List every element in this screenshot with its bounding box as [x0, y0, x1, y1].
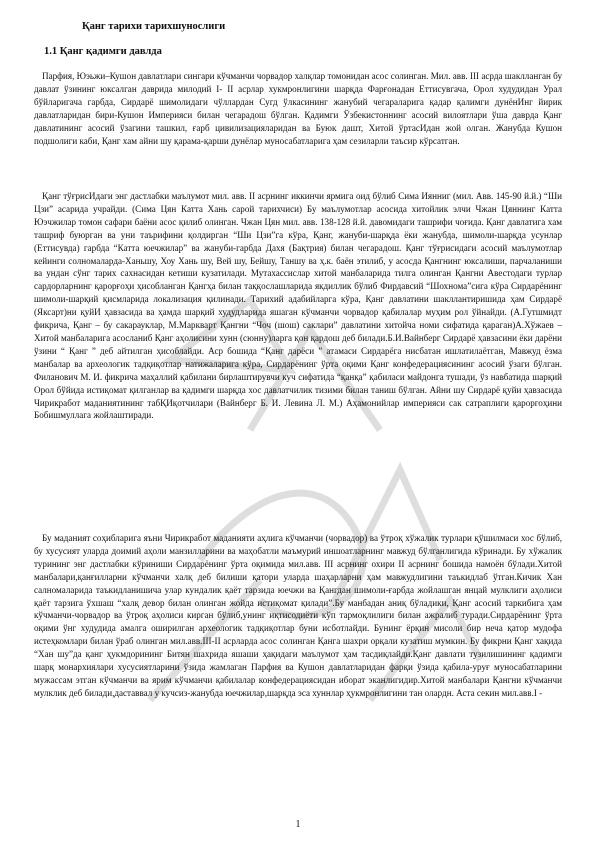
paragraph-2: Қанг тўғрисИдаги энг дастлабки маълумот мил. авв. II асрнинг иккинчи ярмига оид бўлиб Сима Иянниг (мил. Авв. 145-90 й.й.) “Ши Цзи” асарида учрайди. (Сима Цян Катта Хань сарой тарихчиси) Бу маълумотлар асосида хитойлик элчи Чжан Цяннинг Катта Юэчжилар томон сафари баёни асос қилиб олинган. Чжан Цян мил. авв. 138-128 й.й. давомидаги ташрифи чоғида. Қанг давлатига хам ташриф буюрган ва уни таърифини қолдирган “Ши Цзи”га кўра, Қанг, жануби-шарқда ёки жанубда, шимоли-шарқда усунлар (Еттисувда) гарбда “Катта юечжилар” ва жануби-гарбда Дахя (Бақтрия) билан чегарадош. Қанг тўғрисидаги асосий маълумотлар кейинги солномаларда-Ханьшу, Хоу Хань шу, Вей шу, Бейшу, Таншу ва ҳ.к. баён этилиб, у асосда Қангнинг юксалиши, парчаланиши ва ундан сўнг тарих сахнасидан кетиши кузатилади. Мутахассислар хитой манбаларида тилга олинган Қангни Авестодаги турлар сардорларнинг қарорғоҳи ҳисобланган Қангҳа билан таққослашларида якдиллик бўлиб Фирдавсий “Шохнома”сига кўра Сирдарёнинг шимоли-шарқий қисмларида локализация қилинади. Тарихий адабийларга кўра, Қанг давлатини шакллантиришида ҳам Сирдарё (Яксарт)ни қуйИ ҳавзасида ва ҳамда шарқий худудларида яшаган кўчманчи чорвадор қабилалар муҳим рол ўйнайди. (А.Гутшмидт фикрича, Қанг – бу сакарауклар, М.Маркварт Қангни “Чоч (шош) саклари” давлатини хитойча номи сифатида қараган)А.Хўжаев – Хитой манбаларига асосланиб Қанг аҳолисини хунн (сюнну)ларга қон қардош деб билади.Б.И.Вайнберг Сирдарё ҳавзасини ёки дарёни ўзини “ Қанг ” деб айтилган ҳисоблайди. Аср бошида “Қанг дарёси ” атамаси Сирдарёга нисбатан ишлатилаётган, Мавжуд ёзма манбалар ва археологик тадқиқотлар натижаларига кўра, Сирдарёнинг ўрта оқими Қанг конфедерациясининг асосий ўзаги бўлган. Филанович М. И. фикрича маҳаллий қабилани бирлаштирувчи куч сифатида “қанқа” қабиласи майдонга тушади, ўз навбатида шарқий Орол бўйида истиқомат қилганлар ва қадимги шарқда хос давлатчилик тизими билан таниш бўлган. Айни шу Сирдарё қуйи ҳавзасида Чирикработ маданиятининг табҚИқотчилари (Вайнберг Б. И. Левина Л. М.) Аҳамонийлар империяси сак сатраплиги қароргоҳини Бобишмуллага жойлаштиради.: [34, 191, 562, 421]
paragraph-1: Парфия, Юэьжи–Кушон давлатлари сингари кўчманчи чорвадор халқлар томонидан асос солинган. Мил. авв. III асрда шаклланган бу давлат ўзининг юксалган даврида милодий I- II асрлар хукмронлигини шарқда Фарғонадан Еттисувгача, Орол худудидан Урал бўйларигача гарбда, Сирдарё шимолидаги чўллардан Сугд ўлкасининг жанубий чегараларига қадар қалимги дунёнИнг йирик давлатларидан бири-Кушон Империяси билан чегарадош бўлган. Қадимги Ўзбекистоннинг асосий вилоятлари ўша даврда Қанг давлатининг асосий ўзагини ташкил, ғарб цивилизацияларидан ва Буюк дашт, Хитой ўртасИдан жой олган. Жанубда Кушон подшолиги каби, Қанг хам айни шу қарама-қарши дунёлар муносабатларига ҳам сезиларли таъсир кўрсатган.: [34, 71, 562, 146]
section-heading: 1.1 Қанг қадимги давлда: [44, 46, 162, 57]
paragraph-3: Бу маданият соҳибларига яъни Чирикработ маданияти аҳлига кўчманчи (чорвадор) ва ўтроқ хўжалик турлари қўшилмаси хос бўлиб, бу хусусият уларда доимий аҳоли манзилларини ва маҳобатли маъмурий иншоатларнинг мавжуд бўлганлигида кўринади. Бу хўжалик турининг энг дастлабки кўриниши Сирдарёнинг ўрта оқимида мил.авв. III асрнинг охири II асрнинг бошида намоён бўлади.Хитой манбалари,қанғилларни кўчманчи халқ деб билиши қатори уларда шаҳарларни ҳам мавжудлигини таъкидлаб ўтган.Кичик Хан салномаларида таъкидланишича улар кундалик қаёт тарзида юечжи ва Қангдан шимоли-ғарбда жойлашган янцай мулклиги аҳолиси қаёт тарзига ўхшаш “халқ девор билан олинган жойда истиқомат қилади”.Бу манбадан аниқ бўладики, Қанг асосий таркибига ҳам кўчманчи-чорвадор ва ўтроқ аҳолиси кирган бўлиб,унинг иқтисодиёти кўп тармоқлилиги билан ажралиб туради.Сирдарёнинг ўрта оқими ўнг худудида амалга оширилган археологик тадқиқотлар буни исботлайди. Бунинг ёрқин мисоли бир неча қатор мудофа истеҳкомлари билан ўраб олинган мил.авв.III-II асрларда асос солинган Қанга шахри орқали кузатиш мумкин. Бу фикрни Қанг хақида “Хан шу”да қанг ҳукмдорининг Битян шахрида яшаши ҳақидаги маълумот ҳам тасдиқлайди.Қанг давлати тузилишининг қадимги шарқ монархиялари хусусиятларини ўзида жамлаган Парфия ва Кушон давлатларидан фарқи ўзида қабила-уруғ муносабатларини мужассам этган кўчманчи ва ярим кўчманчи қабилалар конфедерациясидан иборат эканлигидир.Хитой манбалари Қангни кўчманчи мулклик деб билади,даставвал у кучсиз-жанубда юечжилар,шарқда эса хуннлар ҳукмронлигини тан олардн. Аста секин мил.авв.I -: [34, 533, 562, 698]
document-title: Қанг тарихи тарихшунослиги: [82, 21, 226, 32]
page-number: 1: [295, 819, 301, 830]
